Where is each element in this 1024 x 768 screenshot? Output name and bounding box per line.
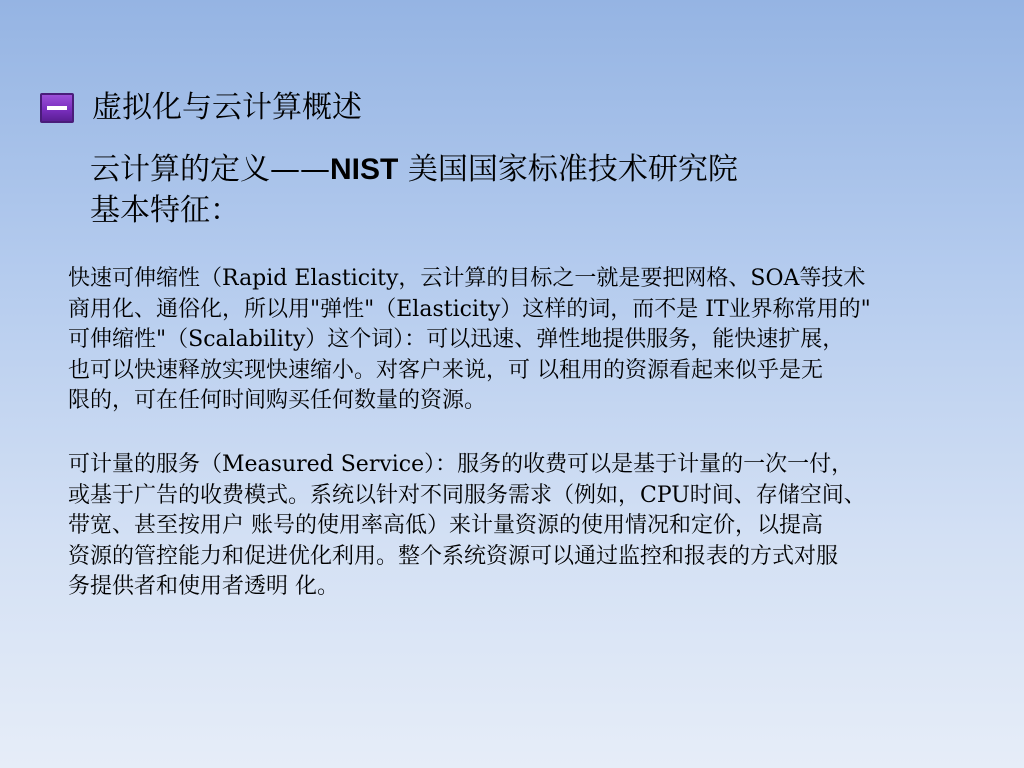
paragraph-rapid-elasticity — [68, 264, 998, 417]
paragraph-line: 可伸缩性"（Scalability）这个词）：可以迅速、弹性地提供服务，能快速扩展， — [68, 327, 845, 352]
paragraph-line: 带宽、甚至按用户 账号的使用率高低）来计量资源的使用情况和定价，以提高 — [68, 513, 823, 538]
paragraph-line: 务提供者和使用者透明 化。 — [68, 574, 339, 599]
paragraph-line: 也可以快速释放实现快速缩小。对客户来说，可 以租用的资源看起来似乎是无 — [68, 357, 823, 383]
section-header — [40, 88, 362, 128]
minus-square-icon — [40, 93, 74, 123]
definition-prefix: 云计算的定义—— — [90, 152, 330, 187]
minus-bar — [47, 106, 67, 110]
paragraph-line: 可计量的服务（Measured Service）：服务的收费可以是基于计量的一次一付， — [68, 452, 854, 477]
paragraph-line: 快速可伸缩性（Rapid Elasticity，云计算的目标之一就是要把网格、SOA等技术 — [68, 266, 866, 291]
definition-nist: NIST — [330, 153, 399, 186]
definition-suffix: 美国国家标准技术研究院 — [398, 152, 738, 187]
paragraph-line: 商用化、通俗化，所以用"弹性"（Elasticity）这样的词，而不是 IT业界称常用的" — [68, 296, 871, 322]
definition-line — [90, 151, 738, 189]
paragraph-measured-service — [68, 450, 998, 603]
section-title: 虚拟化与云计算概述 — [92, 90, 362, 125]
paragraph-line: 限的，可在任何时间购买任何数量的资源。 — [68, 388, 487, 413]
paragraph-line: 资源的管控能力和促进优化利用。整个系统资源可以通过监控和报表的方式对服 — [68, 543, 839, 569]
basic-features-label: 基本特征： — [90, 193, 240, 228]
paragraph-line: 或基于广告的收费模式。系统以针对不同服务需求（例如，CPU时间、存储空间、 — [68, 482, 866, 508]
